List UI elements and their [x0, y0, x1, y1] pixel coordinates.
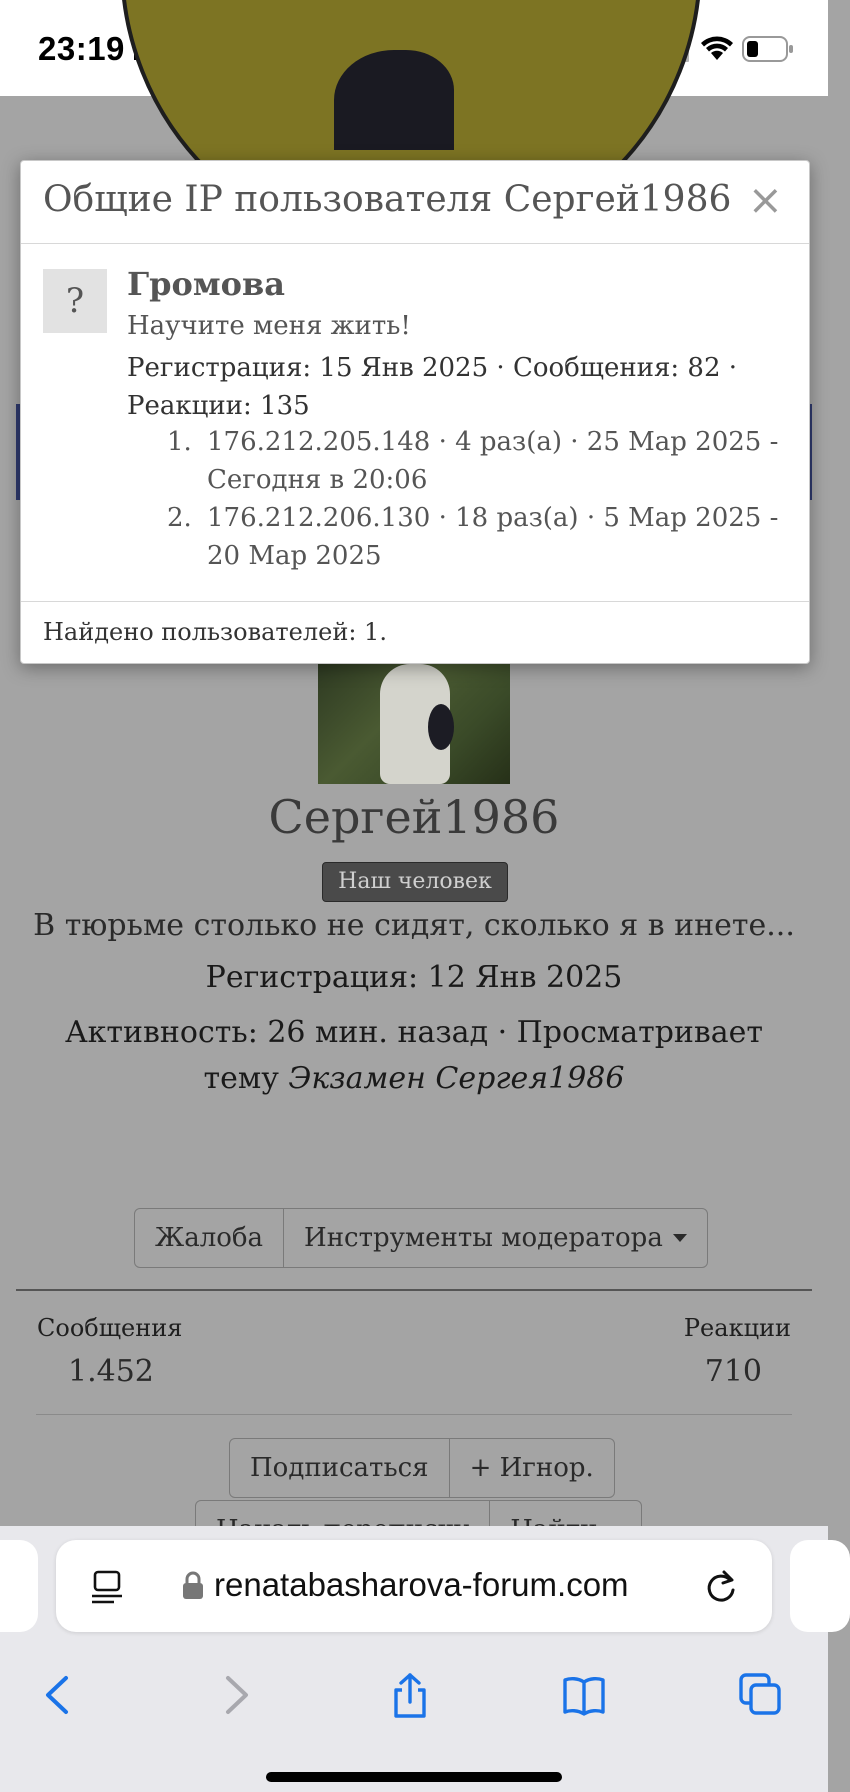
chevron-down-icon	[673, 1234, 687, 1242]
browser-chrome	[0, 1526, 828, 1792]
ip-item-text: 176.212.206.130 · 18 раз(а) · 5 Мар 2025 - 20 Мар 2025	[207, 503, 779, 571]
avatar-dog-spot	[428, 704, 454, 750]
follow-ignore-group	[229, 1438, 615, 1498]
modal-header	[21, 161, 809, 244]
bookmarks-icon[interactable]	[562, 1672, 606, 1718]
users-found-count: Найдено пользователей: 1.	[43, 618, 387, 646]
matched-user-title: Научите меня жить!	[127, 311, 411, 341]
address-bar[interactable]	[56, 1540, 772, 1632]
forward-icon[interactable]	[214, 1672, 258, 1718]
activity-text: Активность: 26 мин. назад · Просматривает тему	[64, 1015, 764, 1096]
shared-ips-modal	[20, 160, 810, 664]
divider	[16, 1289, 812, 1291]
profile-activity	[40, 1010, 788, 1102]
report-button[interactable]: Жалоба	[155, 1223, 264, 1253]
divider	[36, 1414, 792, 1415]
modal-title: Общие IP пользователя Сергей1986	[43, 179, 732, 220]
messages-stat-value[interactable]: 1.452	[68, 1354, 154, 1389]
ip-list-item	[167, 423, 797, 499]
profile-username: Сергей1986	[268, 790, 560, 844]
next-tab-peek[interactable]	[790, 1540, 850, 1632]
follow-button[interactable]: Подписаться	[250, 1453, 429, 1483]
ip-item-text: 176.212.205.148 · 4 раз(а) · 25 Мар 2025 - Сегодня в 20:06	[207, 427, 779, 495]
page-menu-icon[interactable]	[92, 1570, 122, 1604]
user-role-badge: Наш человек	[322, 862, 508, 902]
activity-thread-link[interactable]: Экзамен Сергея1986	[288, 1061, 625, 1096]
profile-status-text: В тюрьме столько не сидят, сколько я в инете...	[33, 908, 795, 943]
reactions-stat-label: Реакции	[683, 1314, 791, 1342]
logo-dog-silhouette	[334, 50, 454, 150]
moderator-tools-button[interactable]	[283, 1209, 707, 1267]
moderator-tools-label: Инструменты модератора	[304, 1223, 663, 1253]
ignore-button[interactable]: + Игнор.	[449, 1439, 614, 1497]
reactions-stat-value[interactable]: 710	[704, 1354, 762, 1389]
share-icon[interactable]	[388, 1672, 432, 1718]
clock: 23:19	[38, 30, 125, 67]
ip-item-number: 1.	[167, 427, 192, 457]
matched-username[interactable]: Громова	[127, 265, 285, 303]
lock-icon	[182, 1570, 204, 1600]
profile-actions-group	[134, 1208, 708, 1268]
ip-list	[167, 423, 797, 575]
browser-toolbar	[0, 1646, 828, 1746]
battery-icon	[742, 36, 794, 62]
wifi-icon	[700, 34, 734, 62]
user-avatar-placeholder[interactable]: ?	[43, 269, 107, 333]
ip-item-number: 2.	[167, 503, 192, 533]
reload-icon[interactable]	[704, 1568, 738, 1604]
ip-list-item	[167, 499, 797, 575]
tabs-icon[interactable]	[738, 1672, 782, 1718]
matched-user-stats: Регистрация: 15 Янв 2025 · Сообщения: 82 · Реакции: 135	[127, 353, 738, 421]
profile-avatar[interactable]	[318, 664, 510, 784]
back-icon[interactable]	[36, 1672, 80, 1718]
messages-stat-label: Сообщения	[37, 1314, 183, 1342]
modal-footer	[21, 601, 809, 664]
home-indicator	[266, 1772, 562, 1782]
close-icon[interactable]: ×	[747, 175, 783, 224]
previous-tab-peek[interactable]	[0, 1540, 38, 1632]
profile-registration: Регистрация: 12 Янв 2025	[205, 960, 623, 995]
url-text[interactable]: renatabasharova-forum.com	[214, 1566, 629, 1603]
